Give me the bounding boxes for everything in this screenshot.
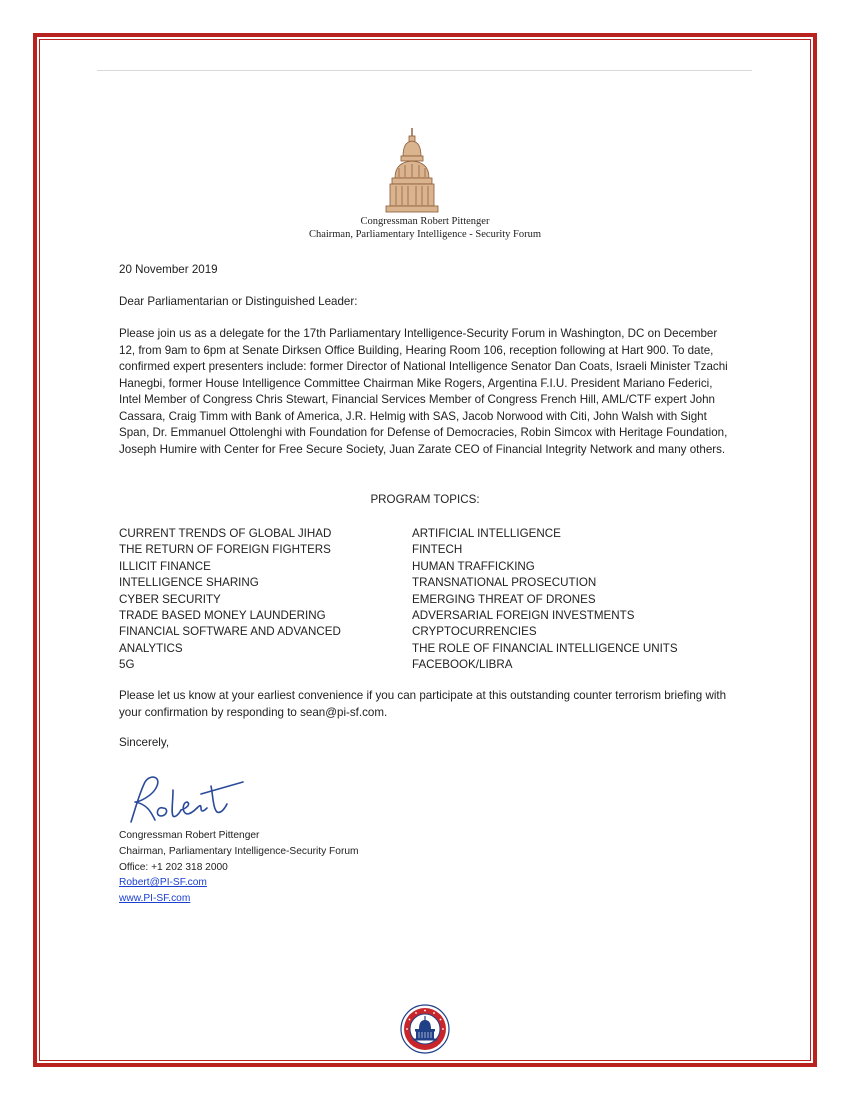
topic-item: TRADE BASED MONEY LAUNDERING bbox=[119, 609, 326, 623]
topics-list-left bbox=[119, 526, 384, 674]
forum-seal-icon bbox=[400, 1004, 450, 1054]
topic-item: ILLICIT FINANCE bbox=[119, 559, 211, 573]
signer-website-link[interactable]: www.PI-SF.com bbox=[119, 893, 191, 905]
topic-item: ADVERSARIAL FOREIGN INVESTMENTS bbox=[412, 609, 635, 623]
letterhead-title: Chairman, Parliamentary Intelligence - Security Forum bbox=[308, 229, 542, 240]
body-paragraph: Please join us as a delegate for the 17th Parliamentary Intelligence-Security Forum in Washington, DC on December 12, from 9am to 6pm at Senate Dirksen Office Building, Hearing Room 106, reception following at Hart 900. To date, confirmed expert presenters include: former Director of National Intelligence Senator Dan Coats, Israeli Minister Tzachi Hanegbi, former House Intelligence Committee Chairman Mike Rogers, Argentina F.I.U. President Mariano Federici, Intel Member of Congress Chris Stewart, Financial Services Member of Congress French Hill, AML/CTF expert John Cassara, Craig Timm with Bank of America, J.R. Helmig with SAS, Jacob Norwood with Citi, John Walsh with Sight Span, Dr. Emmanuel Ottolenghi with Foundation for Defense of Democracies, Robin Simcox with Heritage Foundation, Joseph Humire with Center for Free Secure Society, Juan Zarate CEO of Financial Integrity Network and many others. bbox=[119, 327, 728, 456]
topic-item: TRANSNATIONAL PROSECUTION bbox=[412, 576, 597, 590]
topic-item: ARTIFICIAL INTELLIGENCE bbox=[412, 527, 561, 540]
topic-item: HUMAN TRAFFICKING bbox=[412, 559, 535, 573]
topic-item: INTELLIGENCE SHARING bbox=[119, 576, 259, 590]
closing-paragraph: Please let us know at your earliest convenience if you can participate at this outstanding counter terrorism briefing with your confirmation by responding to sean@pi-sf.com. bbox=[119, 689, 727, 719]
letter-date: 20 November 2019 bbox=[119, 263, 218, 276]
topic-item: FINANCIAL SOFTWARE AND ADVANCED ANALYTICS bbox=[119, 625, 341, 655]
signer-office-phone: Office: +1 202 318 2000 bbox=[119, 861, 228, 873]
signer-email-link[interactable]: Robert@PI-SF.com bbox=[119, 877, 207, 889]
topic-item: THE RETURN OF FOREIGN FIGHTERS bbox=[119, 543, 331, 557]
letterhead-name: Congressman Robert Pittenger bbox=[360, 216, 490, 227]
topic-item: FINTECH bbox=[412, 543, 463, 557]
topic-item: CYBER SECURITY bbox=[119, 592, 221, 606]
topics-list-right bbox=[412, 526, 732, 674]
topic-item: EMERGING THREAT OF DRONES bbox=[412, 592, 596, 606]
signature-image bbox=[117, 772, 247, 827]
topics-heading: PROGRAM TOPICS: bbox=[370, 493, 480, 506]
topic-item: 5G bbox=[119, 658, 135, 672]
salutation: Dear Parliamentarian or Distinguished Leader: bbox=[119, 295, 358, 308]
header-rule bbox=[97, 70, 752, 71]
signer-name: Congressman Robert Pittenger bbox=[119, 830, 260, 841]
sign-off: Sincerely, bbox=[119, 736, 170, 749]
topic-item: CURRENT TRENDS OF GLOBAL JIHAD bbox=[119, 527, 332, 540]
signature-block bbox=[119, 828, 359, 907]
topic-item: CRYPTOCURRENCIES bbox=[412, 625, 537, 639]
capitol-dome-icon bbox=[382, 126, 442, 216]
signer-title: Chairman, Parliamentary Intelligence-Security Forum bbox=[119, 845, 359, 857]
topic-item: THE ROLE OF FINANCIAL INTELLIGENCE UNITS bbox=[412, 641, 678, 655]
topic-item: FACEBOOK/LIBRA bbox=[412, 658, 513, 672]
